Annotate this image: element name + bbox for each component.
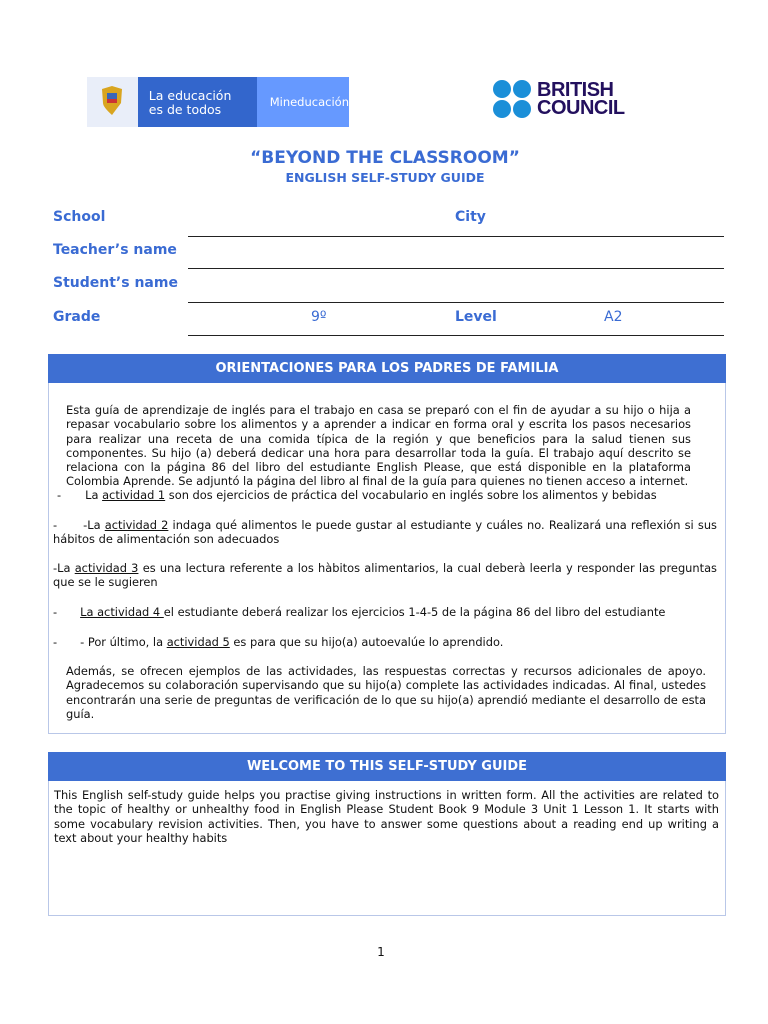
coat-of-arms-icon bbox=[87, 77, 138, 127]
page-title: “BEYOND THE CLASSROOM” bbox=[250, 148, 520, 168]
student-name-line[interactable] bbox=[188, 302, 724, 303]
gov-slogan-line1: La educación bbox=[148, 88, 232, 103]
page-subtitle: ENGLISH SELF-STUDY GUIDE bbox=[285, 170, 485, 185]
grade-value: 9º bbox=[311, 309, 327, 325]
grade-level-line[interactable] bbox=[188, 335, 724, 336]
gov-slogan-line2: es de todos bbox=[148, 102, 222, 117]
city-label: City bbox=[455, 209, 486, 225]
british-council-dots-icon bbox=[493, 80, 531, 118]
ministry-name: Mineducación bbox=[257, 77, 349, 127]
activity-4: - La actividad 4 el estudiante deberá realizar los ejercicios 1-4-5 de la página 86 del libro del estudiante bbox=[53, 605, 666, 619]
activity-3: -La actividad 3 es una lectura referente a los hàbitos alimentarios, la cual deberà leerla y responder las preguntas que se le sugieren bbox=[53, 561, 717, 590]
school-city-line[interactable] bbox=[188, 236, 724, 237]
teacher-name-line[interactable] bbox=[188, 268, 724, 269]
british-council-logo bbox=[493, 80, 625, 118]
welcome-body: This English self-study guide helps you practise giving instructions in written form. All the activities are related to the topic of healthy or unhealthy food in English Please Student Book 9 Module 3 Unit 1 Lesson 1. It starts with some vocabulary revision activities. Then, you have to answer some questions about a reading end up writing a text about your healthy habits bbox=[54, 788, 719, 845]
page-number: 1 bbox=[377, 945, 385, 959]
school-label: School bbox=[53, 209, 106, 225]
level-value: A2 bbox=[604, 309, 623, 325]
welcome-section-header: WELCOME TO THIS SELF-STUDY GUIDE bbox=[48, 752, 726, 781]
parents-section-header: ORIENTACIONES PARA LOS PADRES DE FAMILIA bbox=[48, 354, 726, 383]
bc-line1: BRITISH bbox=[537, 79, 614, 101]
activity-5: - - Por último, la actividad 5 es para que su hijo(a) autoevalúe lo aprendido. bbox=[53, 635, 504, 649]
activity-2: - -La actividad 2 indaga qué alimentos le puede gustar al estudiante y cuáles no. Realizará una reflexión si sus hábitos de alimentación son adecuados bbox=[53, 518, 717, 547]
bc-line2: COUNCIL bbox=[537, 97, 625, 119]
teacher-name-label: Teacher’s name bbox=[53, 242, 177, 258]
level-label: Level bbox=[455, 309, 497, 325]
parents-closing: Además, se ofrecen ejemplos de las actividades, las respuestas correctas y recursos adicionales de apoyo. Agradecemos su colaboración supervisando que su hijo(a) complete las actividades indicadas. Al final, ustedes encontrarán una serie de preguntas de verificación de lo que su hijo(a) aprendió mediante el desarrollo de esta guía. bbox=[66, 664, 706, 721]
grade-label: Grade bbox=[53, 309, 101, 325]
parents-intro: Esta guía de aprendizaje de inglés para el trabajo en casa se preparó con el fin de ayudar a su hijo o hija a repasar vocabulario sobre los alimentos y a aprender a indicar en forma oral y escrita los pasos necesarios para realizar una receta de una comida típica de la región y que beneficios para la salud tienen sus componentes. Su hijo (a) deberá dedicar una hora para desarrollar toda la guía. El trabajo aquí descrito se relaciona con la página 86 del libro del estudiante English Please, que está disponible en la plataforma Colombia Aprende. Se adjuntó la página del libro al final de la guía para quienes no tienen acceso a internet. bbox=[66, 403, 691, 489]
student-name-label: Student’s name bbox=[53, 275, 178, 291]
activity-1: - La actividad 1 son dos ejercicios de práctica del vocabulario en inglés sobre los alimentos y bebidas bbox=[57, 488, 657, 502]
mineducacion-logo bbox=[87, 77, 349, 127]
